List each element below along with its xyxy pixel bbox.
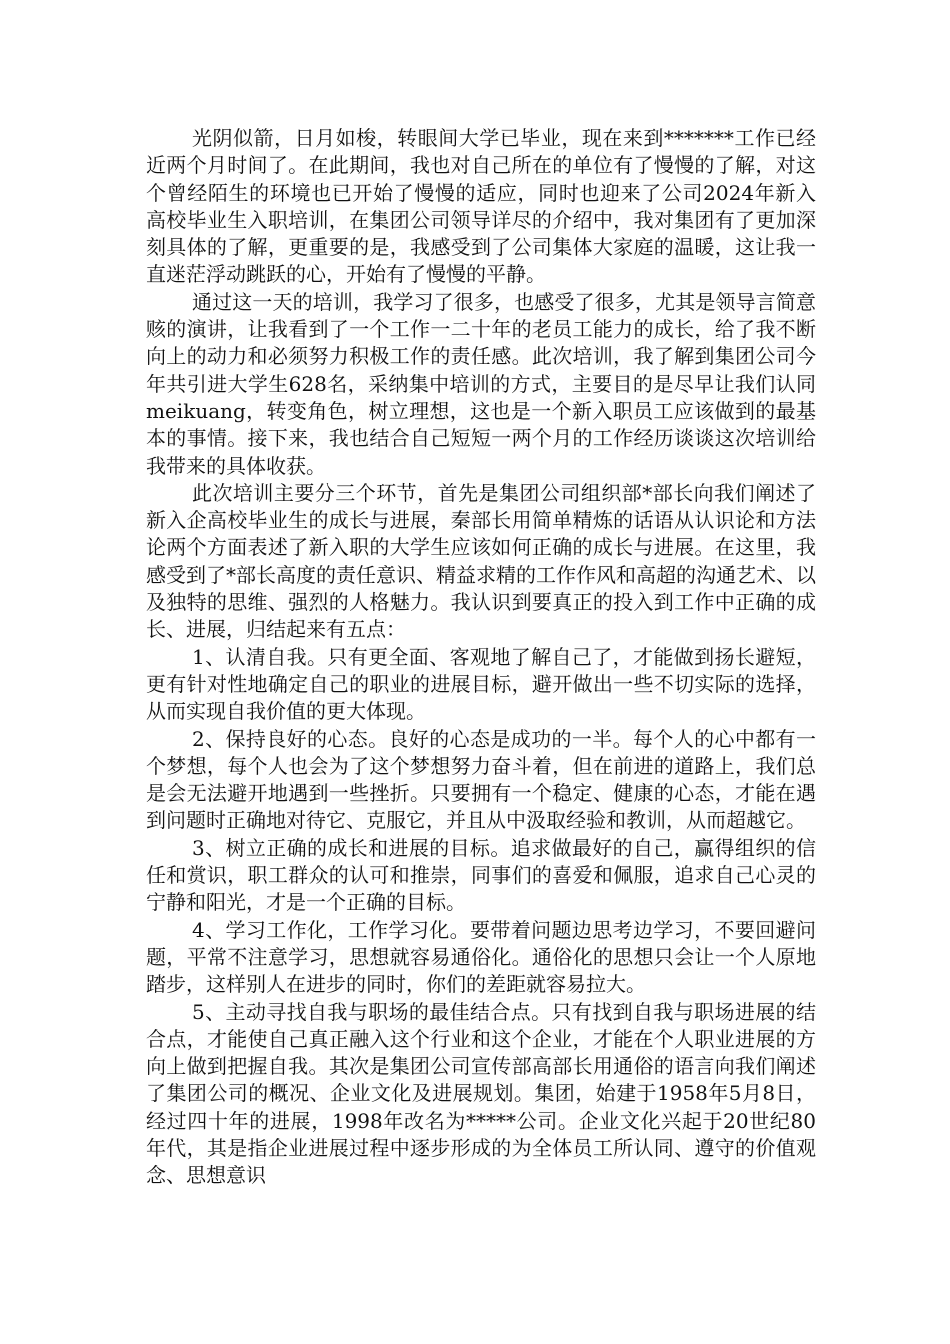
- paragraph-training-overview: 通过这一天的培训，我学习了很多，也感受了很多，尤其是领导言简意赅的演讲，让我看到了一个工作一二十年的老员工能力的成长，给了我不断向上的动力和必须努力积极工作的责任感。此次培训，我了解到集团公司今年共引进大学生628名，采纳集中培训的方式，主要目的是尽早让我们认同meikuang，转变角色，树立理想，这也是一个新入职员工应该做到的最基本的事情。接下来，我也结合自己短短一两个月的工作经历谈谈这次培训给我带来的具体收获。: [146, 289, 816, 478]
- list-item-point-1: 1、认清自我。只有更全面、客观地了解自己了，才能做到扬长避短，更有针对性地确定自己的职业的进展目标，避开做出一些不切实际的选择，从而实现自我价值的更大体现。: [146, 644, 816, 724]
- paragraph-training-sections: 此次培训主要分三个环节，首先是集团公司组织部*部长向我们阐述了新入企高校毕业生的成长与进展，秦部长用简单精炼的话语从认识论和方法论两个方面表述了新入职的大学生应该如何正确的成长与进展。在这里，我感受到了*部长高度的责任意识、精益求精的工作作风和高超的沟通艺术、以及独特的思维、强烈的人格魅力。我认识到要真正的投入到工作中正确的成长、进展，归结起来有五点：: [146, 480, 816, 642]
- list-item-point-3: 3、树立正确的成长和进展的目标。追求做最好的自己，赢得组织的信任和赏识，职工群众的认可和推崇，同事们的喜爱和佩服，追求自己心灵的宁静和阳光，才是一个正确的目标。: [146, 835, 816, 915]
- document-page: [146, 125, 816, 1190]
- list-item-point-2: 2、保持良好的心态。良好的心态是成功的一半。每个人的心中都有一个梦想，每个人也会为了这个梦想努力奋斗着，但在前进的道路上，我们总是会无法避开地遇到一些挫折。只要拥有一个稳定、健康的心态，才能在遇到问题时正确地对待它、克服它，并且从中汲取经验和教训，从而超越它。: [146, 726, 816, 833]
- list-item-point-4: 4、学习工作化，工作学习化。要带着问题边思考边学习，不要回避问题，平常不注意学习，思想就容易通俗化。通俗化的思想只会让一个人原地踏步，这样别人在进步的同时，你们的差距就容易拉大。: [146, 917, 816, 997]
- paragraph-intro: 光阴似箭，日月如梭，转眼间大学已毕业，现在来到*******工作已经近两个月时间了。在此期间，我也对自己所在的单位有了慢慢的了解，对这个曾经陌生的环境也已开始了慢慢的适应，同时也迎来了公司2024年新入高校毕业生入职培训，在集团公司领导详尽的介绍中，我对集团有了更加深刻具体的了解，更重要的是，我感受到了公司集体大家庭的温暖，这让我一直迷茫浮动跳跃的心，开始有了慢慢的平静。: [146, 126, 816, 287]
- list-item-point-5: 5、主动寻找自我与职场的最佳结合点。只有找到自我与职场进展的结合点，才能使自己真正融入这个行业和这个企业，才能在个人职业进展的方向上做到把握自我。其次是集团公司宣传部高部长用通俗的语言向我们阐述了集团公司的概况、企业文化及进展规划。集团，始建于1958年5月8日，经过四十年的进展，1998年改名为*****公司。企业文化兴起于20世纪80年代，其是指企业进展过程中逐步形成的为全体员工所认同、遵守的价值观念、思想意识: [146, 999, 816, 1188]
